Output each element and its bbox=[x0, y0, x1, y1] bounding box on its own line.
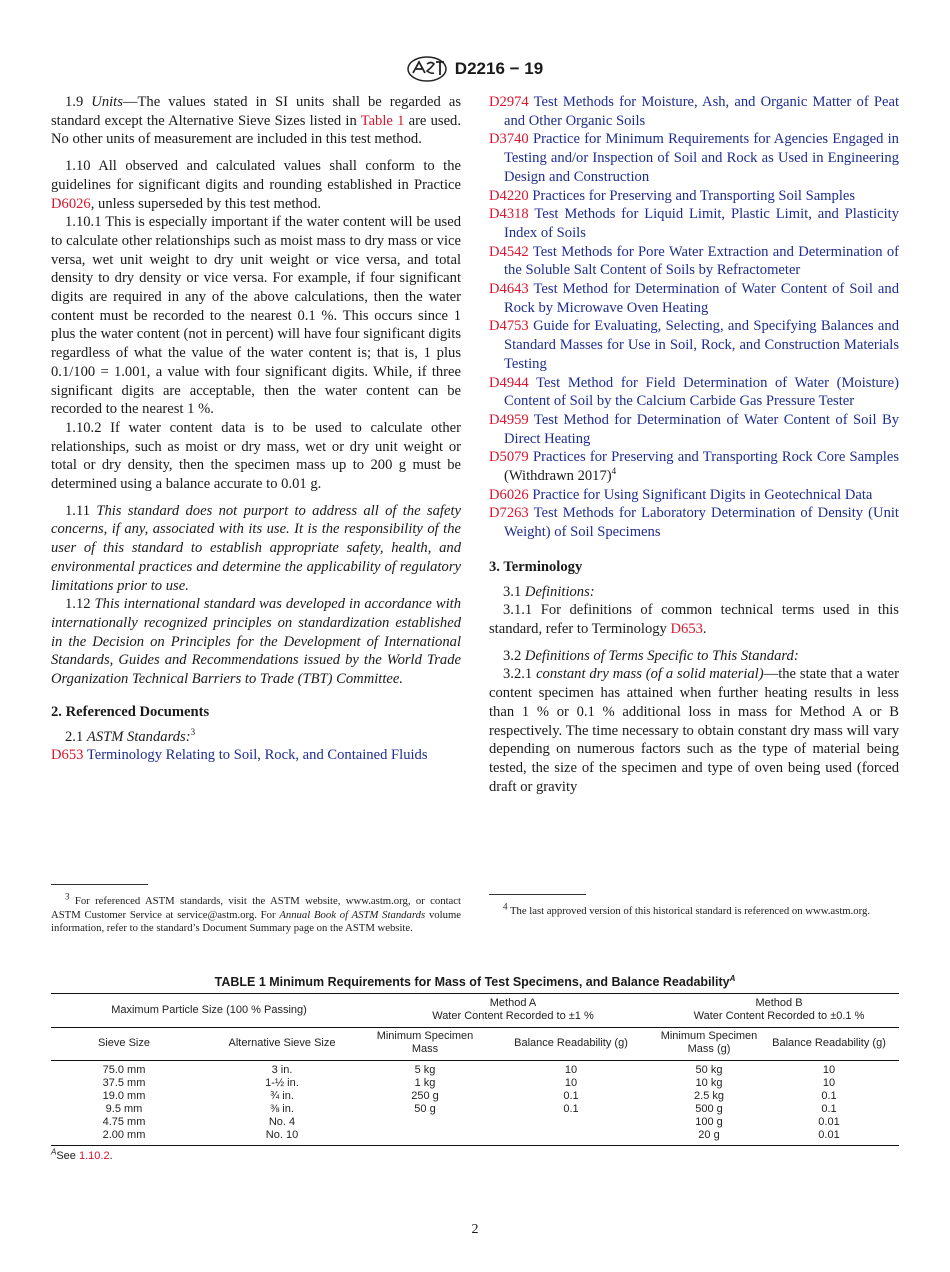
table-cell-min-a: 250 g bbox=[411, 1090, 439, 1102]
table-cell-alt: No. 4 bbox=[268, 1116, 296, 1128]
table-cell-bal-b: 0.1 bbox=[821, 1090, 837, 1102]
table-row bbox=[51, 1061, 899, 1078]
table-cell-bal-a bbox=[483, 1129, 659, 1146]
section-1-11: 1.11 This standard does not purport to address all of the safety concerns, if any, associated with its use. It is the responsibility of the user of this standard to establish appropriate safety, health, and environmental practices and determine the applicability of regulatory limitations prior to use. bbox=[51, 502, 461, 594]
ref-code-link[interactable]: D4959 bbox=[489, 411, 529, 428]
ref-title-link[interactable]: Guide for Evaluating, Selecting, and Specifying Balances and Standard Masses for Use in Soil, Rock, and Construction Materials Testing bbox=[504, 318, 899, 372]
table-cell-sieve: 19.0 mm bbox=[102, 1090, 146, 1102]
ref-title-link[interactable]: Test Methods for Pore Water Extraction and Determination of the Soluble Salt Content of Soils by Refractometer bbox=[504, 243, 899, 279]
section-3-1: 3.1 Definitions: bbox=[503, 583, 595, 600]
reference-d6026 bbox=[489, 486, 899, 505]
ref-code-link[interactable]: D4944 bbox=[489, 374, 529, 391]
table-cell-min-b: 500 g bbox=[695, 1103, 723, 1115]
ref-code-link[interactable]: D653 bbox=[51, 747, 84, 764]
table-cell-min-b: 20 g bbox=[659, 1129, 759, 1146]
astm-logo-icon bbox=[407, 56, 447, 82]
table-cell-alt: ⅜ in. bbox=[270, 1103, 294, 1115]
table-cell-min-a: 5 kg bbox=[414, 1064, 436, 1076]
table-cell-min-b: 50 kg bbox=[695, 1064, 723, 1076]
table-cell-min-a: 50 g bbox=[414, 1103, 436, 1115]
header-alt-sieve: Alternative Sieve Size bbox=[197, 1028, 367, 1061]
table-cell-bal-a: 0.1 bbox=[563, 1090, 579, 1102]
ref-title-link[interactable]: Test Method for Determination of Water Content of Soil By Direct Heating bbox=[504, 411, 899, 447]
table-cell-bal-b: 10 bbox=[822, 1064, 836, 1076]
ref-code-link[interactable]: D4220 bbox=[489, 187, 529, 204]
d6026-link[interactable]: D6026 bbox=[51, 195, 91, 212]
section-3-2-1: 3.2.1 constant dry mass (of a solid material)—the state that a water content specimen has attained when further heating results in less than 1 % or 0.1 % additional loss in mass for Method A or B respectively. The time necessary to obtain constant dry mass will vary depending on numerous factors such as the type of material being tested, the size of the specimen and type of oven being used (forced draft or gravity bbox=[489, 666, 900, 795]
ref-title-link[interactable]: Test Methods for Liquid Limit, Plastic Limit, and Plasticity Index of Soils bbox=[504, 206, 899, 241]
ref-code-link[interactable]: D7263 bbox=[489, 505, 529, 522]
reference-d4643 bbox=[489, 280, 899, 317]
footnote-4: $^4$ The last approved version of this historical standard is referenced on www.astm.org. bbox=[503, 901, 870, 917]
table-cell-alt: No. 10 bbox=[197, 1129, 367, 1146]
left-column bbox=[51, 93, 461, 765]
table-cell-min-b: 2.5 kg bbox=[694, 1090, 724, 1102]
ref-code-link[interactable]: D4643 bbox=[489, 281, 529, 298]
table-1-link[interactable]: Table 1 bbox=[360, 112, 405, 129]
section-1-10: 1.10 All observed and calculated values shall conform to the guidelines for significant digits and rounding established in Practice D6026, unless superseded by this test method. bbox=[51, 158, 461, 212]
table-row bbox=[51, 1129, 899, 1146]
table-cell-bal-a: 10 bbox=[564, 1077, 578, 1089]
table-cell-min-a bbox=[367, 1129, 483, 1146]
table-cell-min-b: 10 kg bbox=[695, 1077, 723, 1089]
footnote-rule-left bbox=[51, 884, 148, 885]
section-1-10-2: 1.10.2 If water content data is to be used to calculate other relationships, such as moist or dry mass, wet or dry unit weight or total or dry density, then the specimen mass up to 200 g must be determined using a balance accurate to 0.01 g. bbox=[51, 419, 461, 493]
section-2-heading: 2. Referenced Documents bbox=[51, 703, 210, 720]
reference-d3740 bbox=[489, 130, 899, 186]
table-cell-min-a: 1 kg bbox=[414, 1077, 436, 1089]
header-max-particle: Maximum Particle Size (100 % Passing) bbox=[51, 994, 367, 1028]
reference-d2974 bbox=[489, 93, 899, 130]
section-1-9: 1.9 Units—The values stated in SI units shall be regarded as standard except the Alternative Sieve Sizes listed in Table 1 are used. No other units of measurement are included in this test method. bbox=[51, 94, 461, 148]
requirements-table bbox=[51, 993, 899, 1146]
table-footnote: $^A$See 1.10.2. bbox=[51, 1147, 113, 1162]
table-cell-min-a bbox=[367, 1116, 483, 1129]
header-min-mass-b: Minimum Specimen Mass (g) bbox=[659, 1028, 759, 1061]
page-number: 2 bbox=[471, 1222, 479, 1237]
ref-title-link[interactable]: Test Methods for Moisture, Ash, and Organic Matter of Peat and Other Organic Soils bbox=[504, 94, 899, 129]
table-cell-bal-b: 10 bbox=[822, 1077, 836, 1089]
table-cell-alt: ¾ in. bbox=[270, 1090, 294, 1102]
reference-d4542 bbox=[489, 243, 899, 280]
table-row bbox=[51, 1116, 899, 1129]
section-2-1: 2.1 ASTM Standards:$^3$ bbox=[65, 726, 196, 745]
d653-link[interactable]: D653 bbox=[670, 620, 703, 637]
footnote-rule-right bbox=[489, 894, 586, 895]
table-cell-alt: 1-½ in. bbox=[265, 1077, 299, 1089]
table-row bbox=[51, 1077, 899, 1090]
table-cell-bal-a: 10 bbox=[564, 1064, 578, 1076]
table-cell-bal-b: 0.1 bbox=[821, 1103, 837, 1115]
ref-title-link[interactable]: Terminology Relating to Soil, Rock, and Contained Fluids bbox=[86, 747, 428, 764]
header-min-mass-a: Minimum Specimen Mass bbox=[367, 1028, 483, 1061]
reference-list-2 bbox=[489, 486, 899, 542]
ref-code-link[interactable]: D3740 bbox=[489, 131, 529, 148]
page-header bbox=[0, 56, 950, 82]
table-row bbox=[51, 1090, 899, 1103]
table-cell-bal-a: 0.1 bbox=[563, 1103, 579, 1115]
ref-code-link[interactable]: D2974 bbox=[489, 94, 529, 110]
section-1-10-2-link[interactable]: 1.10.2 bbox=[78, 1150, 110, 1162]
ref-title-link[interactable]: Practice for Minimum Requirements for Agencies Engaged in Testing and/or Inspection of Soil and Rock as Used in Engineering Design and Construction bbox=[504, 131, 899, 185]
ref-title-link[interactable]: Practice for Using Significant Digits in Geotechnical Data bbox=[532, 486, 873, 503]
section-3-heading: 3. Terminology bbox=[489, 558, 583, 575]
right-column bbox=[489, 93, 899, 796]
footnote-3: $^3$ For referenced ASTM standards, visit the ASTM website, www.astm.org, or contact ASTM Customer Service at service@astm.org. For Annual Book of ASTM Standards volume information, refer to the standard’s Document Summary page on the ASTM website. bbox=[51, 891, 462, 934]
ref-title-link[interactable]: Test Method for Field Determination of Water (Moisture) Content of Soil by the Calcium Carbide Gas Pressure Tester bbox=[504, 374, 899, 410]
table-1 bbox=[51, 975, 899, 1162]
ref-code-link[interactable]: D4753 bbox=[489, 318, 529, 335]
ref-code-link[interactable]: D4542 bbox=[489, 243, 529, 260]
table-row bbox=[51, 1103, 899, 1116]
reference-d4959 bbox=[489, 411, 899, 448]
table-cell-sieve: 2.00 mm bbox=[51, 1129, 197, 1146]
section-1-12: 1.12 This international standard was developed in accordance with internationally recognized principles on standardization established in the Decision on Principles for the Development of International Standards, Guides and Recommendations issued by the World Trade Organization Technical Barriers to Trade (TBT) Committee. bbox=[51, 596, 461, 688]
table-cell-bal-b: 0.01 bbox=[818, 1116, 840, 1128]
reference-d4944 bbox=[489, 374, 899, 411]
ref-code-link[interactable]: D6026 bbox=[489, 486, 529, 503]
ref-title-link[interactable]: Practices for Preserving and Transporting Rock Core Samples bbox=[532, 449, 899, 466]
header-balance-b: Balance Readability (g) bbox=[759, 1028, 899, 1061]
table-cell-sieve: 75.0 mm bbox=[102, 1064, 146, 1076]
table-cell-sieve: 4.75 mm bbox=[102, 1116, 146, 1128]
ref-code-link[interactable]: D4318 bbox=[489, 206, 529, 223]
reference-d4753 bbox=[489, 317, 899, 373]
header-method-a: Method A Water Content Recorded to ±1 % bbox=[367, 994, 659, 1028]
reference-d7263 bbox=[489, 504, 899, 541]
header-method-b: Method B Water Content Recorded to ±0.1 % bbox=[659, 994, 899, 1028]
document-id: D2216 − 19 bbox=[454, 59, 544, 78]
table-cell-min-b: 100 g bbox=[695, 1116, 723, 1128]
reference-d5079: D5079 Practices for Preserving and Transporting Rock Core Samples (Withdrawn 2017)$^4$ bbox=[489, 449, 899, 485]
reference-d4318 bbox=[489, 205, 899, 242]
table-title: TABLE 1 Minimum Requirements for Mass of Test Specimens, and Balance Readability$^A$ bbox=[214, 973, 736, 989]
reference-d4220 bbox=[489, 187, 899, 206]
ref-title-link[interactable]: Test Methods for Laboratory Determination of Density (Unit Weight) of Soil Specimens bbox=[504, 505, 899, 541]
section-1-10-1: 1.10.1 This is especially important if the water content will be used to calculate other relationships such as moist mass to dry mass or vice versa, wet unit weight to dry unit weight or vice versa, and total density to dry density or vice versa. For example, if four significant digits are required in any of the above calculations, then the water content must be recorded to the nearest 0.1 %. This occurs since 1 plus the water content (not in percent) will have four significant digits regardless of what the value of the water content is; that is, 1 plus 0.1/100 = 1.001, a value with four significant digits. While, if three significant digits are acceptable, then the water content can be recorded to the nearest 1 %. bbox=[51, 214, 461, 418]
table-cell-sieve: 37.5 mm bbox=[102, 1077, 146, 1089]
table-cell-alt: 3 in. bbox=[271, 1064, 293, 1076]
reference-d653 bbox=[51, 746, 461, 765]
table-cell-bal-a bbox=[483, 1116, 659, 1129]
section-3-1-1: 3.1.1 For definitions of common technical terms used in this standard, refer to Terminology D653. bbox=[489, 602, 899, 637]
reference-list bbox=[489, 93, 899, 448]
section-3-2: 3.2 Definitions of Terms Specific to This Standard: bbox=[503, 647, 799, 664]
table-cell-bal-b: 0.01 bbox=[759, 1129, 899, 1146]
header-sieve-size: Sieve Size bbox=[51, 1028, 197, 1061]
ref-title-link[interactable]: Test Method for Determination of Water Content of Soil and Rock by Microwave Oven Heating bbox=[504, 281, 899, 316]
ref-title-link[interactable]: Practices for Preserving and Transporting Soil Samples bbox=[532, 187, 856, 204]
table-cell-sieve: 9.5 mm bbox=[105, 1103, 143, 1115]
ref-code-link[interactable]: D5079 bbox=[489, 449, 529, 466]
header-balance-a: Balance Readability (g) bbox=[483, 1028, 659, 1061]
